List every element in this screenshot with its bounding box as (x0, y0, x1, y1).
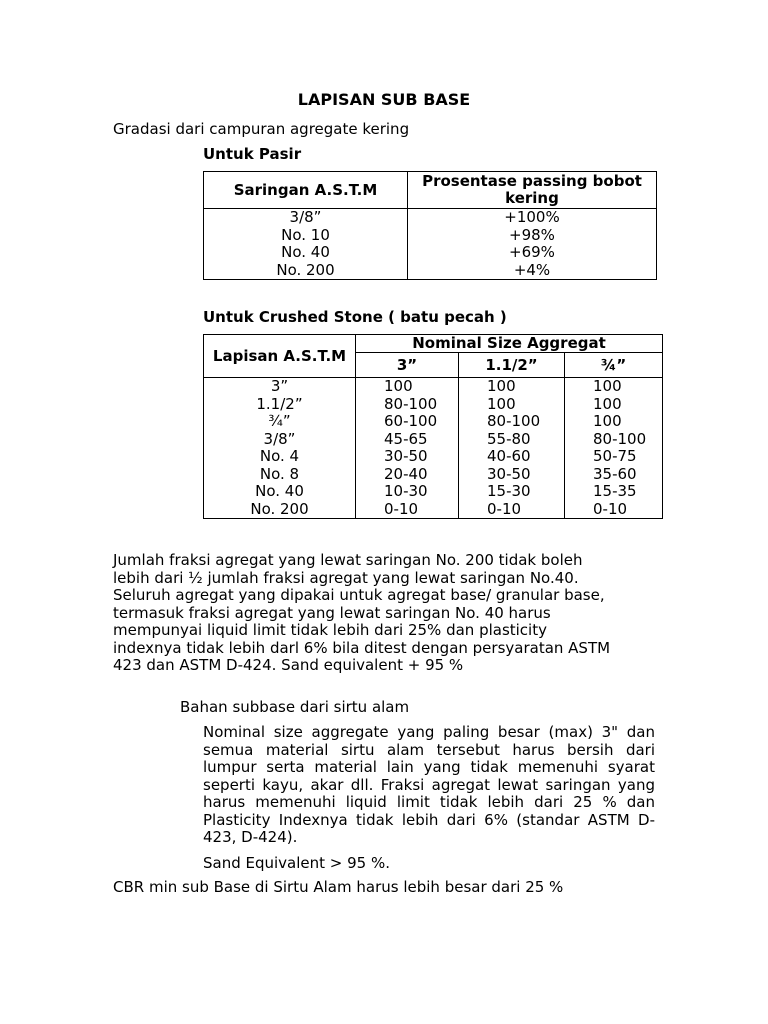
table-cell: 0-10 (459, 501, 565, 519)
table-row (204, 448, 663, 466)
table-cell: 0-10 (565, 501, 663, 519)
sand-gradation-table (203, 171, 657, 280)
table-cell: 80-100 (565, 431, 663, 449)
column-header: 1.1/2” (459, 353, 565, 378)
table-cell: 0-10 (356, 501, 459, 519)
crushed-stone-table-body (204, 378, 663, 519)
table-cell: 40-60 (459, 448, 565, 466)
table-cell: 10-30 (356, 483, 459, 501)
table-header-row (204, 172, 657, 209)
table-cell: 80-100 (356, 396, 459, 414)
table-cell: +4% (408, 262, 657, 280)
page-title: LAPISAN SUB BASE (297, 90, 471, 109)
table-row (204, 244, 657, 262)
paragraph-line: Jumlah fraksi agregat yang lewat saringan No. 200 tidak boleh (113, 551, 583, 569)
table-cell: No. 200 (276, 260, 335, 279)
column-header: Lapisan A.S.T.M (204, 335, 356, 378)
column-group-header: Nominal Size Aggregat (356, 335, 663, 353)
table-row (204, 209, 657, 227)
table-cell: 60-100 (356, 413, 459, 431)
table-cell: 20-40 (356, 466, 459, 484)
column-header: 3” (356, 353, 459, 378)
table-cell: 15-30 (459, 483, 565, 501)
crushed-stone-table (203, 334, 663, 519)
cbr-requirement-text: CBR min sub Base di Sirtu Alam harus lebih besar dari 25 % (113, 878, 564, 896)
table-cell: 3/8” (289, 208, 322, 226)
table-cell: No. 10 (281, 225, 330, 244)
table-cell: 100 (565, 378, 663, 396)
paragraph-line: lebih dari ½ jumlah fraksi agregat yang lewat saringan No.40. (113, 568, 579, 587)
table-cell: +69% (408, 244, 657, 262)
sirtu-body: Nominal size aggregate yang paling besar (max) 3" dan semua material sirtu alam tersebut harus bersih dari lumpur serta material lain yang tidak memenuhi syarat seperti kayu, akar dll. Fraksi agregat lewat saringan yang harus memenuhi liquid limit tidak lebih dari 25 % dan Plasticity Indexnya tidak lebih dari 6% (standar ASTM D-423, D-424). (203, 723, 655, 846)
table-row (204, 413, 663, 431)
table-row (204, 483, 663, 501)
paragraph-line: 423 dan ASTM D-424. Sand equivalent + 95 % (113, 656, 464, 674)
table-cell: 100 (459, 396, 565, 414)
intro-text: Gradasi dari campuran agregate kering (113, 120, 410, 138)
table-header-row (204, 335, 663, 353)
table-cell: 80-100 (459, 413, 565, 431)
table-row (204, 227, 657, 245)
table-cell: No. 40 (255, 482, 304, 500)
table-row (204, 431, 663, 449)
paragraph-line: indexnya tidak lebih darl 6% bila ditest dengan persyaratan ASTM (113, 638, 611, 657)
sirtu-heading: Bahan subbase dari sirtu alam (180, 698, 410, 716)
table-cell: 55-80 (459, 431, 565, 449)
table-row (204, 378, 663, 396)
sand-heading: Untuk Pasir (203, 145, 302, 163)
aggregate-requirements-paragraph (113, 552, 673, 675)
table-cell: 50-75 (565, 448, 663, 466)
table-cell: +100% (408, 209, 657, 227)
table-cell: 1.1/2” (256, 394, 303, 413)
table-row (204, 396, 663, 414)
table-cell: 3/8” (263, 429, 296, 448)
table-cell: 100 (565, 413, 663, 431)
table-row (204, 262, 657, 280)
column-header: Saringan A.S.T.M (204, 172, 408, 209)
column-header: ¾” (565, 353, 663, 378)
sirtu-description (203, 724, 655, 847)
table-cell: +98% (408, 227, 657, 245)
table-cell: 3” (270, 377, 289, 395)
table-cell: No. 4 (259, 447, 300, 465)
table-cell: 35-60 (565, 466, 663, 484)
table-row (204, 501, 663, 519)
paragraph-line: termasuk fraksi agregat yang lewat saringan No. 40 harus (113, 603, 551, 622)
table-cell: 15-35 (565, 483, 663, 501)
crushed-stone-heading: Untuk Crushed Stone ( batu pecah ) (203, 308, 507, 326)
table-cell: No. 8 (259, 464, 300, 483)
column-header: Prosentase passing bobot kering (408, 172, 657, 209)
table-cell: 30-50 (356, 448, 459, 466)
table-cell: No. 200 (250, 499, 309, 518)
table-cell: No. 40 (281, 243, 330, 261)
table-cell: ¾” (268, 412, 291, 430)
table-cell: 100 (459, 378, 565, 396)
table-cell: 100 (565, 396, 663, 414)
table-row (204, 466, 663, 484)
table-cell: 45-65 (356, 431, 459, 449)
paragraph-line: mempunyai liquid limit tidak lebih dari 25% dan plasticity (113, 621, 547, 639)
sand-equivalent-text: Sand Equivalent > 95 %. (203, 854, 391, 872)
table-cell: 100 (356, 378, 459, 396)
paragraph-line: Seluruh agregat yang dipakai untuk agregat base/ granular base, (113, 586, 605, 604)
table-cell: 30-50 (459, 466, 565, 484)
